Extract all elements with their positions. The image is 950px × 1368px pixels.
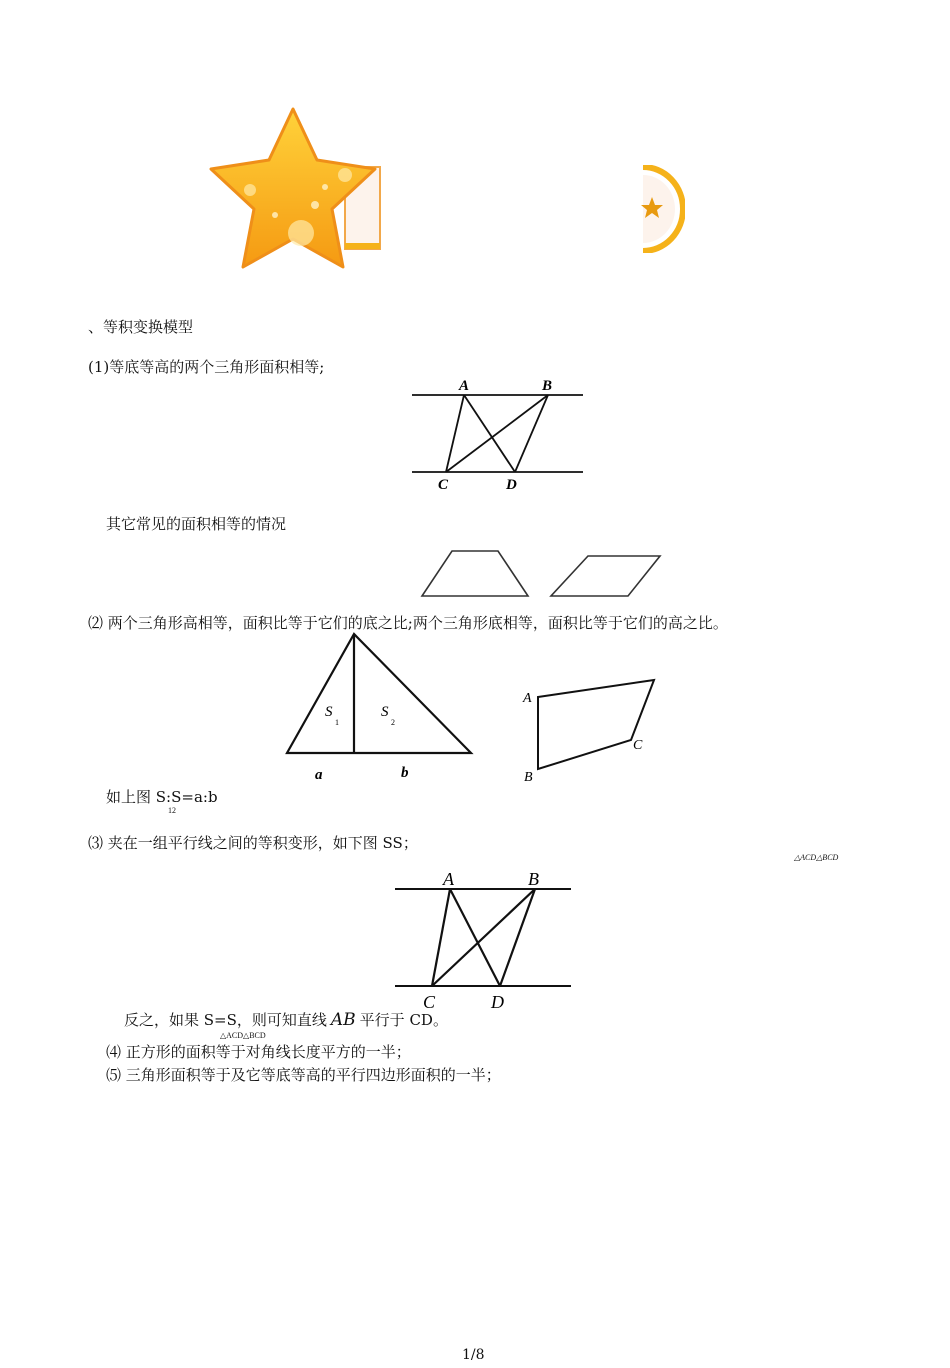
label-d: D (491, 992, 504, 1012)
label-c: C (438, 477, 449, 493)
figure-3-parallel-triangles (395, 866, 575, 1014)
section-heading: 、等积变换模型 (88, 318, 194, 336)
header-badge-graphic (640, 165, 685, 253)
label-c: C (423, 992, 436, 1012)
s2-label: S (381, 704, 389, 720)
item-4-text: ⑷ 正方形的面积等于对角线长度平方的一半； (106, 1043, 411, 1061)
quad-label-b: B (524, 770, 533, 785)
label-a: A (443, 869, 454, 889)
label-b: B (542, 378, 553, 394)
parallelogram-shape (551, 556, 660, 596)
figure-2-split-triangle (283, 632, 478, 787)
trapezoid-shape (422, 551, 528, 596)
s1-subscript: 1 (335, 718, 339, 727)
s2-subscript: 2 (391, 718, 395, 727)
label-b: B (528, 869, 539, 889)
item-5-text: ⑸ 三角形面积等于及它等底等高的平行四边形面积的一半； (106, 1066, 501, 1084)
page-number: 1/8 (462, 1347, 485, 1363)
converse-suffix: 平行于 CD。 (359, 1011, 448, 1029)
figure-1-parallel-triangles (412, 376, 584, 494)
item-3-subscript: △ACD△BCD (794, 853, 839, 862)
figure-trapezoid-parallelogram (418, 548, 663, 600)
ratio-subscript: 12 (168, 806, 176, 815)
base-b-label: b (401, 765, 409, 781)
star-badge-icon (640, 165, 685, 253)
item-1-text: (1)等底等高的两个三角形面积相等; (88, 358, 325, 376)
converse-prefix: 反之，如果 S=S，则可知直线 (124, 1011, 327, 1029)
quad-label-c: C (633, 738, 643, 753)
converse-text (124, 1011, 448, 1029)
other-cases-text: 其它常见的面积相等的情况 (106, 515, 287, 533)
converse-ab: AB (330, 1010, 356, 1030)
converse-subscript: △ACD△BCD (220, 1031, 266, 1040)
base-a-label: a (315, 767, 323, 783)
label-d: D (506, 477, 517, 493)
s1-label: S (325, 704, 333, 720)
star-icon (205, 105, 385, 275)
item-2-text: ⑵ 两个三角形高相等，面积比等于它们的底之比;两个三角形底相等，面积比等于它们的高之比。 (88, 614, 728, 632)
ratio-text: 如上图 S:S=a:b (106, 788, 218, 806)
header-star-graphic (205, 105, 385, 275)
label-a: A (459, 378, 470, 394)
figure-2-quadrilateral (520, 676, 660, 788)
quad-label-a: A (523, 691, 532, 706)
item-3-text: ⑶ 夹在一组平行线之间的等积变形，如下图 SS； (88, 834, 418, 852)
